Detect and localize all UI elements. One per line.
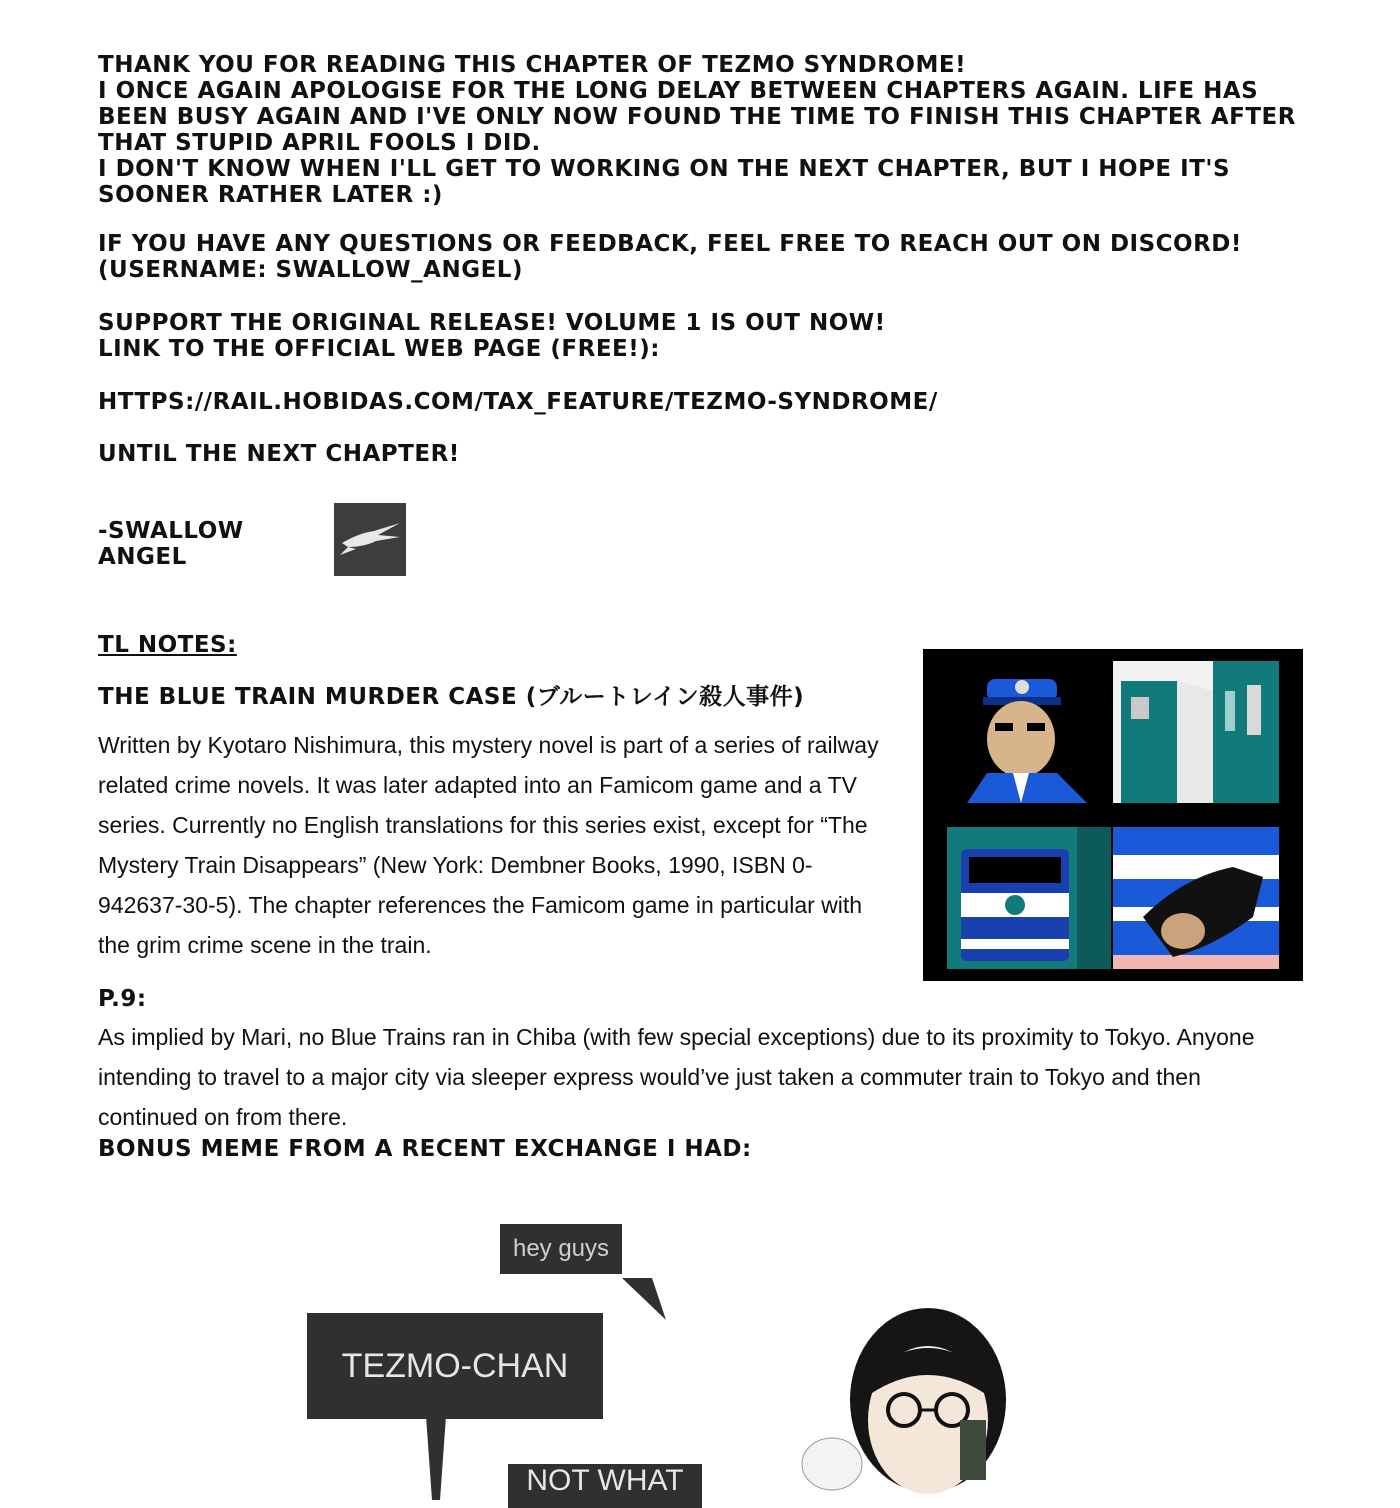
conductor-panel	[947, 661, 1111, 803]
note1-title: THE BLUE TRAIN MURDER CASE (ブルートレイン殺人事件)	[98, 684, 805, 710]
discord-username: (USERNAME: SWALLOW_ANGEL)	[98, 257, 523, 283]
hey-guys-bubble	[500, 1224, 622, 1274]
meme-image	[300, 1220, 1100, 1500]
until-next-line: UNTIL THE NEXT CHAPTER!	[98, 441, 460, 467]
thanks-line: THANK YOU FOR READING THIS CHAPTER OF TEZMO SYNDROME!	[98, 52, 967, 78]
crime-scene-panel	[1113, 827, 1279, 969]
support-line: SUPPORT THE ORIGINAL RELEASE! VOLUME 1 IS OUT NOW!	[98, 310, 886, 336]
signature: -SWALLOW ANGEL	[98, 518, 244, 570]
note2-body: As implied by Mari, no Blue Trains ran in Chiba (with few special exceptions) due to its proximity to Tokyo. Anyone intending to travel to a major city via sleeper express would’ve just taken a commuter train to Tokyo and then continued on from there.	[98, 1024, 1255, 1130]
famicom-game-screenshot	[923, 649, 1303, 981]
support-section	[98, 310, 1298, 362]
apology-line: I ONCE AGAIN APOLOGISE FOR THE LONG DELAY BETWEEN CHAPTERS AGAIN. LIFE HAS BEEN BUSY AGAIN AND I'VE ONLY NOW FOUND THE TIME TO FINISH THIS CHAPTER AFTER THAT STUPID APRIL FOOLS I DID.	[98, 78, 1296, 156]
note1-body: Written by Kyotaro Nishimura, this mystery novel is part of a series of railway related crime novels. It was later adapted into an Famicom game and a TV series. Currently no English translations for this series exist, except for “The Mystery Train Disappears” (New York: Dembner Books, 1990, ISBN 0-942637-30-5). The chapter references the Famicom game in particular with the grim crime scene in the train.	[98, 732, 879, 958]
tl-notes-heading: TL NOTES:	[98, 632, 237, 658]
not-what-text: NOT WHAT	[526, 1464, 684, 1497]
tezmo-chan-text: TEZMO-CHAN	[341, 1346, 569, 1385]
swallow-logo	[334, 503, 406, 576]
next-chapter-line: I DON'T KNOW WHEN I'LL GET TO WORKING ON THE NEXT CHAPTER, BUT I HOPE IT'S SOONER RATHER LATER :)	[98, 156, 1231, 208]
corridor-panel	[1113, 661, 1279, 803]
note2-title: P.9:	[98, 986, 147, 1012]
blue-train-panel	[947, 827, 1111, 969]
afterword	[98, 52, 1298, 208]
contact-line: IF YOU HAVE ANY QUESTIONS OR FEEDBACK, FEEL FREE TO REACH OUT ON DISCORD!	[98, 231, 1242, 257]
tezmo-chan-bubble	[307, 1313, 603, 1419]
contact-section	[98, 231, 1298, 283]
official-link[interactable]: HTTPS://RAIL.HOBIDAS.COM/TAX_FEATURE/TEZMO-SYNDROME/	[98, 389, 938, 415]
hey-guys-text: hey guys	[512, 1235, 610, 1262]
not-what-bubble	[508, 1464, 702, 1508]
bonus-meme-heading: BONUS MEME FROM A RECENT EXCHANGE I HAD:	[98, 1136, 752, 1162]
web-page-line: LINK TO THE OFFICIAL WEB PAGE (FREE!):	[98, 336, 660, 362]
